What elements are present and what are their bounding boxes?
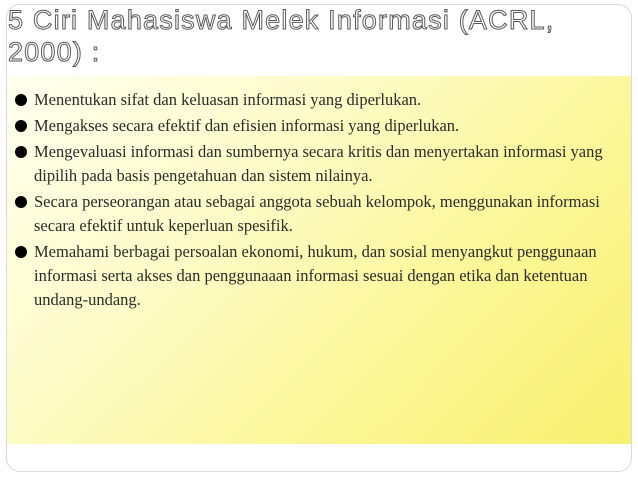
bullet-item	[14, 240, 626, 312]
bullet-item	[14, 114, 626, 138]
bullet-text: Mengevaluasi informasi dan sumbernya secara kritis dan menyertakan informasi yang dipilih pada basis pengetahuan dan sistem nilainya.	[34, 142, 603, 185]
bullet-icon	[15, 146, 27, 158]
bullet-text: Memahami berbagai persoalan ekonomi, hukum, dan sosial menyangkut penggunaan informasi serta akses dan penggunaaan informasi sesuai dengan etika dan ketentuan undang-undang.	[34, 242, 597, 309]
bullet-item	[14, 88, 626, 112]
bullet-icon	[15, 120, 27, 132]
bullet-text: Mengakses secara efektif dan efisien informasi yang diperlukan.	[34, 116, 460, 135]
bullet-text: Menentukan sifat dan keluasan informasi yang diperlukan.	[34, 90, 422, 109]
slide-title: 5 Ciri Mahasiswa Melek Informasi (ACRL, 2000) :	[8, 5, 555, 67]
bullet-item	[14, 190, 626, 238]
bullet-item	[14, 140, 626, 188]
bullet-icon	[15, 196, 27, 208]
bullet-text: Secara perseorangan atau sebagai anggota sebuah kelompok, menggunakan informasi secara efektif untuk keperluan spesifik.	[34, 192, 600, 235]
bullet-icon	[15, 94, 27, 106]
bullet-icon	[15, 246, 27, 258]
bullet-list	[14, 88, 626, 314]
content-box	[7, 76, 631, 444]
